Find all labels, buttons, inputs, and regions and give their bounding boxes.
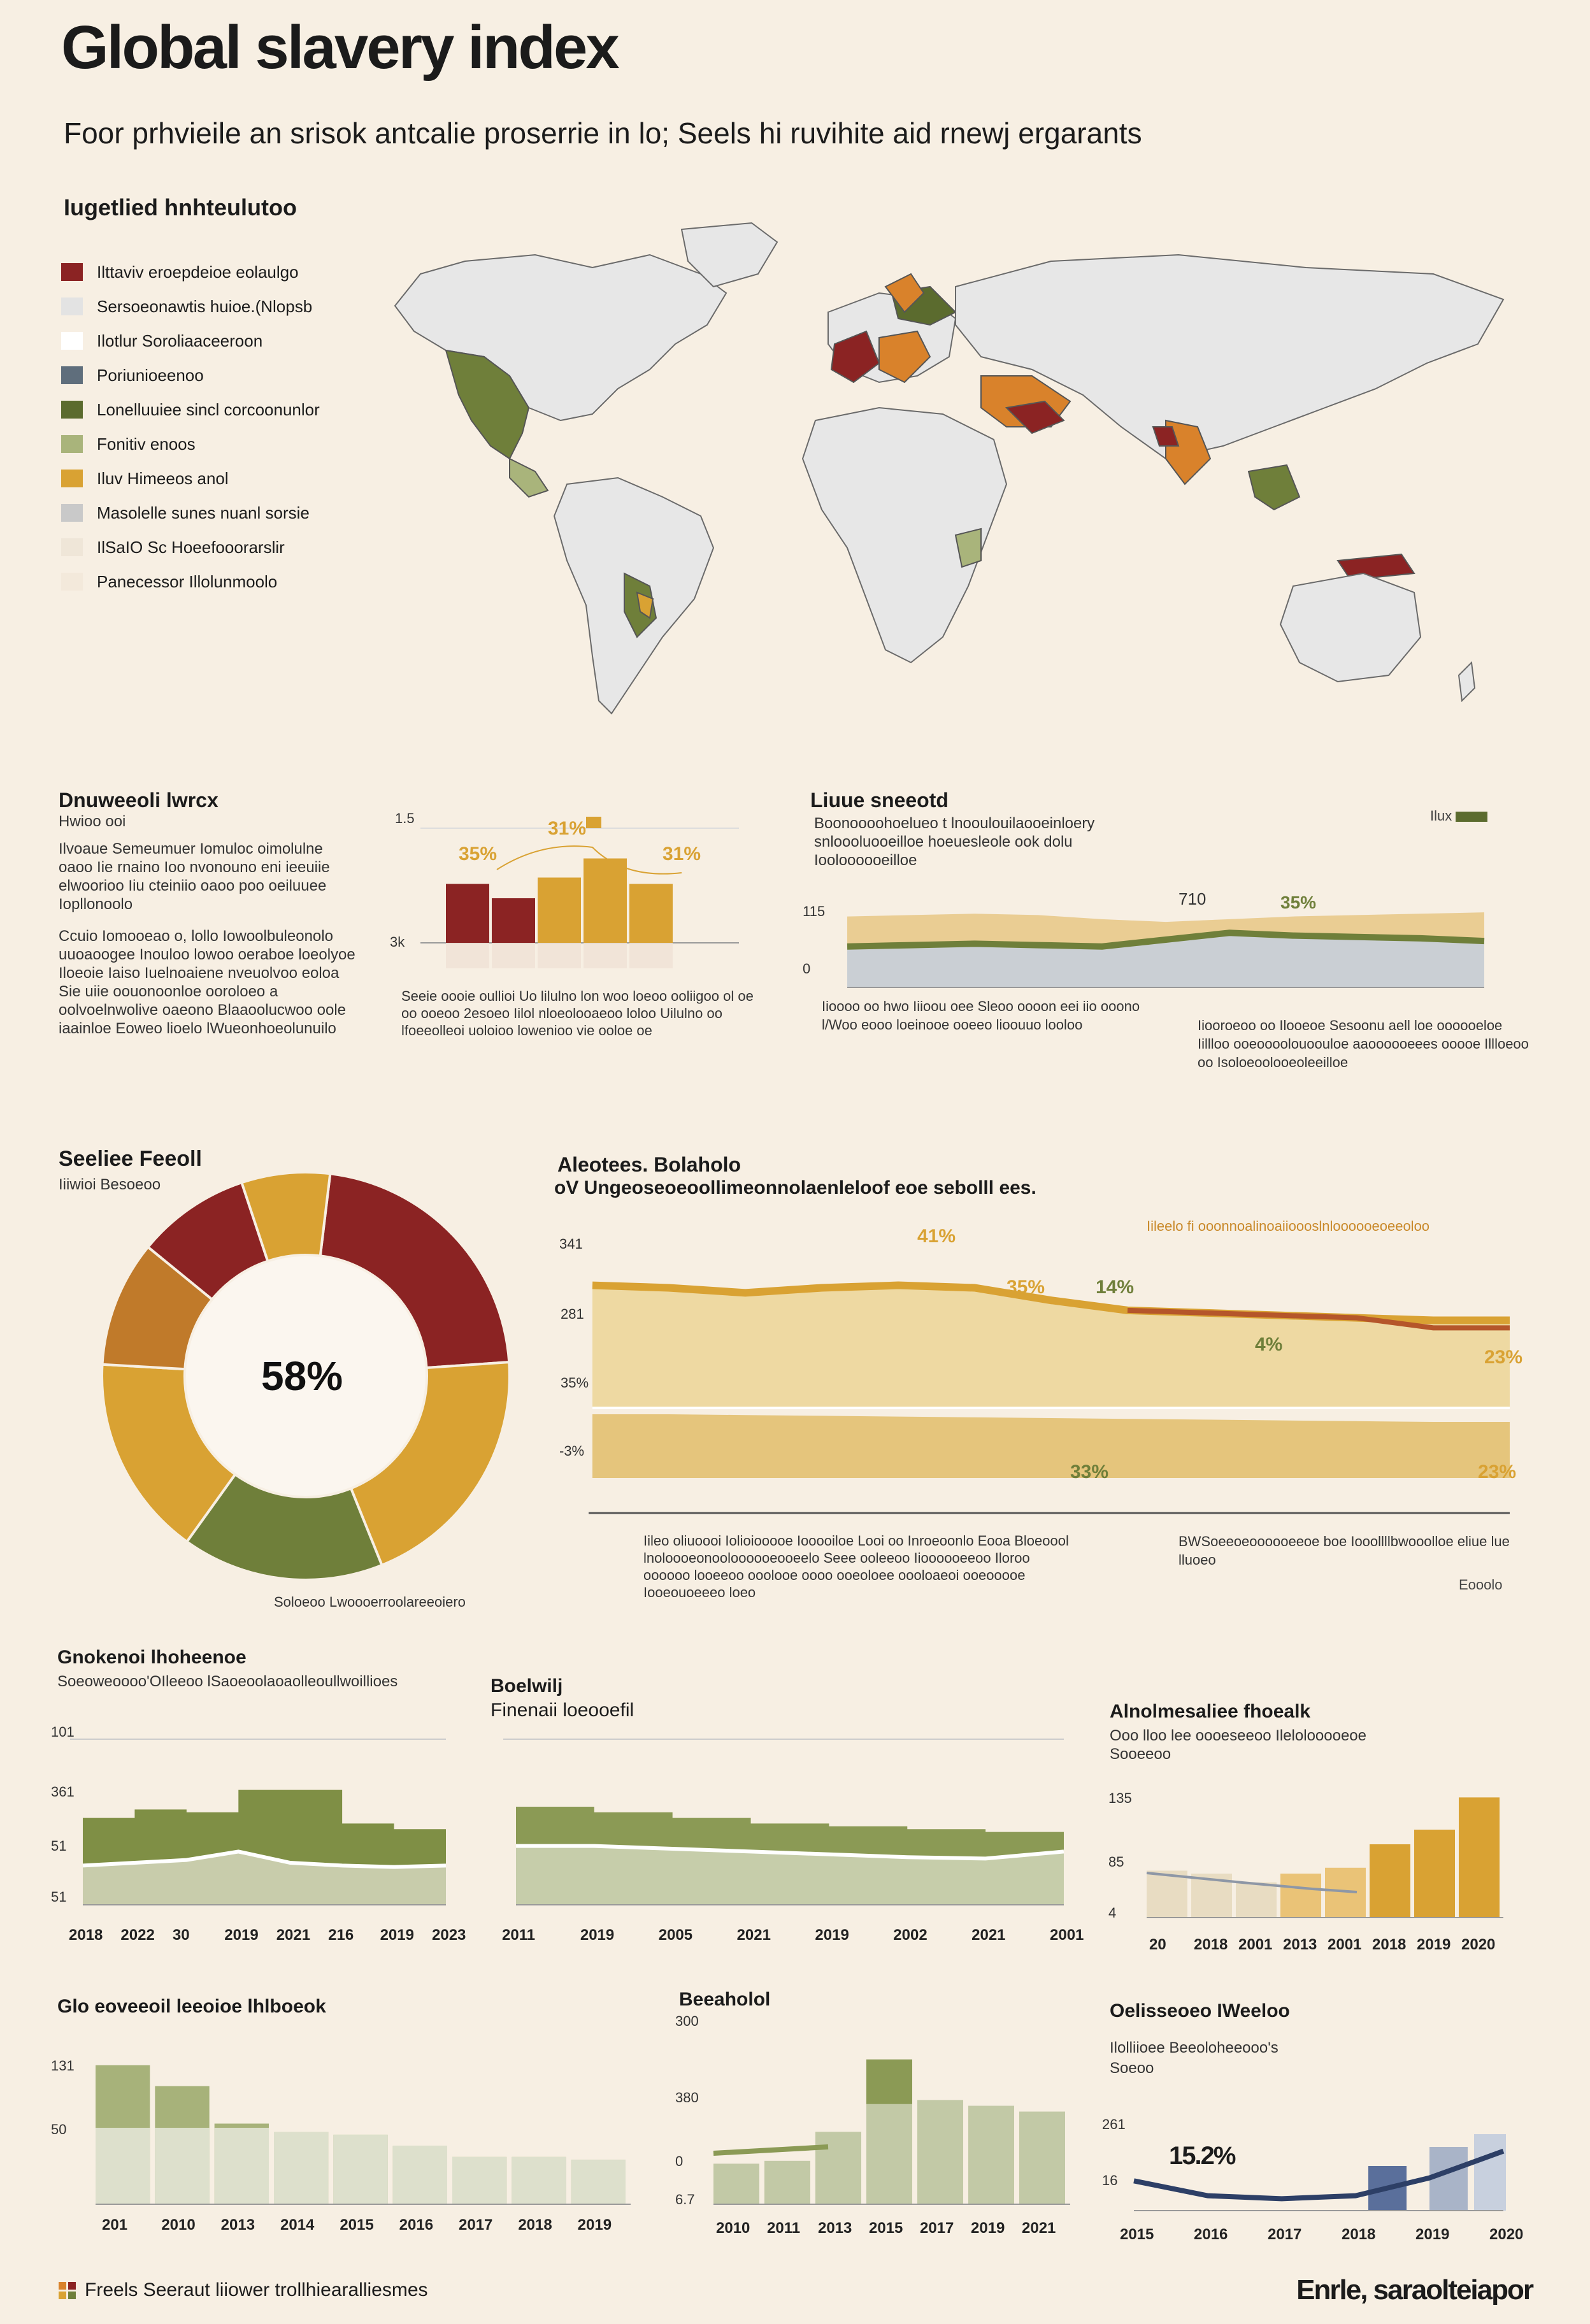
panel1-bar-reflection — [492, 943, 535, 968]
map-legend-swatch — [61, 263, 83, 281]
row2-c3-x-label: 2015 — [1120, 2226, 1154, 2243]
panel1-bar — [492, 898, 535, 943]
panel1-bar — [629, 884, 673, 943]
panel4-annotation: 23% — [1478, 1461, 1517, 1482]
map-legend-label: Poriunioeenoo — [97, 365, 204, 385]
panel4-title: Aleotees. Bolaholo — [557, 1153, 741, 1176]
panel1-bar-reflection — [446, 943, 489, 968]
row2-c2-x-label: 2013 — [818, 2220, 852, 2237]
panel1-bar — [584, 859, 627, 943]
chart-tick: 101 — [51, 1724, 75, 1740]
row2-c2-tick: 6.7 — [675, 2191, 695, 2207]
panel2-tick: 0 — [803, 961, 811, 977]
chart-x-label: 2019 — [815, 1926, 849, 1944]
panel1-bar-reflection — [538, 943, 581, 968]
panel4-tick: 341 — [559, 1236, 583, 1252]
map-legend-swatch — [61, 573, 83, 591]
row2-c3-tick: 16 — [1102, 2172, 1118, 2188]
panel4-legend: Iileelo fi ooonnoalinoaiioooslnloooooeoeeoloo — [1147, 1218, 1430, 1234]
row2-c2-bar — [968, 2105, 1014, 2204]
chart-x-label: 30 — [172, 1926, 190, 1944]
row1-c3-bar — [1280, 1874, 1321, 1918]
row1-c2-subtitle: Finenaii loeooefil — [491, 1700, 634, 1721]
donut-title: Seeliee Feeoll — [59, 1147, 202, 1171]
panel4-annotation: 41% — [917, 1226, 956, 1247]
row2-c2-tick: 380 — [675, 2090, 699, 2105]
map-legend-label: Ilotlur Soroliaaceeroon — [97, 331, 263, 350]
chart-x-label: 2005 — [658, 1926, 693, 1944]
panel1-bar — [538, 878, 581, 943]
row2-c2-bar — [815, 2132, 861, 2204]
panel4-annotation: 33% — [1070, 1461, 1109, 1482]
row1-c3-chart — [1102, 1758, 1522, 1956]
panel1-para1: Ilvoaue Semeumuer Iomuloc oimolulne oaoo Iie rnaino Ioo nvonouno eni ieeuiie elwoorioo Iiu cteiniio oaoo poo oeiluuee Iopllonoolo — [59, 840, 330, 913]
row1-c3-bar — [1370, 1844, 1410, 1918]
panel1-bar-reflection — [629, 943, 673, 968]
map-central-america — [510, 459, 548, 497]
donut-center-label: 58% — [261, 1353, 343, 1399]
page-subtitle: Foor prhvieile an srisok antcalie proserrie in lo; Seels hi ruvihite aid rnewj ergarants — [64, 117, 1142, 150]
row2-c2-bar — [713, 2163, 759, 2204]
map-legend-item — [61, 461, 320, 496]
row1-c3-x-label: 2019 — [1417, 1936, 1451, 1953]
map-legend-label: Fonitiv enoos — [97, 434, 196, 454]
row1-c3-x-label: 2018 — [1194, 1936, 1228, 1953]
row2-c1-x-label: 2017 — [459, 2216, 493, 2234]
map-legend-item — [61, 392, 320, 427]
row2-c1-bar-lower — [333, 2135, 387, 2204]
map-legend-item — [61, 496, 320, 530]
panel4-area-bottom — [592, 1414, 1510, 1478]
row2-c1-tick: 131 — [51, 2058, 75, 2074]
chart-x-label: 2023 — [432, 1926, 466, 1944]
row2-c2-title: Beeaholol — [679, 1989, 771, 2010]
panel1-marker — [586, 817, 601, 828]
row2-c2-bar-top — [866, 2060, 912, 2104]
row2-c2-x-label: 2019 — [971, 2220, 1005, 2237]
panel2-caption: Iioooo oo hwo Iiioou oee Sleoo oooon eei iio ooono l/Woo eooo loeinooe ooeeo lioouuo looloo — [822, 998, 1140, 1033]
row1-c3-bar — [1236, 1883, 1277, 1918]
row2-c3-x-label: 2020 — [1489, 2226, 1524, 2243]
panel1-annotation: 31% — [548, 818, 587, 839]
row2-c3-subtitle2: Soeoo — [1110, 2060, 1154, 2077]
panel4-annotation: 35% — [1006, 1277, 1045, 1298]
row1-c1-chart — [51, 1720, 466, 1949]
map-legend-item — [61, 530, 320, 564]
chart-x-label: 2019 — [580, 1926, 615, 1944]
panel1-annotation: 35% — [459, 843, 498, 864]
row2-c2-tick: 300 — [675, 2013, 699, 2029]
panel1-tick: 3k — [390, 934, 405, 950]
panel4-area-chart — [548, 1223, 1529, 1529]
map-legend-swatch — [61, 332, 83, 350]
chart-x-label: 2019 — [224, 1926, 259, 1944]
row2-c1-x-label: 2016 — [399, 2216, 434, 2234]
row2-c1-title: Glo eoveeoil leeoioe lhlboeok — [57, 1996, 326, 2017]
row1-c3-tick: 85 — [1108, 1854, 1124, 1870]
row2-c1-bar-lower — [393, 2146, 447, 2204]
row1-c1-title: Gnokenoi lhoheenoe — [57, 1647, 247, 1668]
page-title: Global slavery index — [61, 13, 618, 82]
map-legend-label: Lonelluuiee sincl corcoonunlor — [97, 399, 320, 419]
map-legend-label: IlSaIO Sc Hoeefooorarslir — [97, 537, 285, 557]
row2-c1-bar-lower — [452, 2157, 506, 2204]
row2-c3-title: Oelisseoeo IWeeloo — [1110, 2000, 1290, 2021]
chart-x-label: 2001 — [1050, 1926, 1084, 1944]
world-map — [319, 217, 1542, 739]
row2-c3-x-label: 2018 — [1342, 2226, 1376, 2243]
map-legend-swatch — [61, 435, 83, 453]
row2-c2-x-label: 2021 — [1022, 2220, 1056, 2237]
row2-c2-bar — [764, 2161, 810, 2204]
panel2-legend — [1430, 808, 1487, 824]
chart-x-label: 2021 — [276, 1926, 311, 1944]
row2-c1-x-label: 2015 — [340, 2216, 374, 2234]
map-legend-item — [61, 427, 320, 461]
row2-c3-tick: 261 — [1102, 2116, 1126, 2132]
row1-c1-subtitle: Soeoweoooo'OIleeoo lSaoeoolaoaolleoullwoillioes — [57, 1673, 398, 1690]
donut-caption: Soloeoo Lwoooerroolareeoiero — [274, 1594, 466, 1610]
map-legend-label: Masolelle sunes nuanl sorsie — [97, 503, 310, 522]
row2-c3-x-label: 2019 — [1415, 2226, 1450, 2243]
row2-c3-x-label: 2016 — [1194, 2226, 1228, 2243]
panel2-title: Liuue sneeotd — [810, 789, 949, 812]
row2-c2-bar — [917, 2100, 963, 2204]
panel1-tick: 1.5 — [395, 810, 415, 826]
row2-c1-x-label: 2018 — [518, 2216, 552, 2234]
donut-chart — [102, 1172, 510, 1580]
chart-tick: 51 — [51, 1889, 67, 1905]
panel4-tick: 35% — [561, 1375, 589, 1391]
map-legend-swatch — [61, 298, 83, 315]
panel4-tick: 281 — [561, 1306, 584, 1322]
row2-c3-x-label: 2017 — [1268, 2226, 1302, 2243]
row2-c1-bar-lower — [155, 2128, 209, 2204]
row1-c3-tick: 135 — [1108, 1790, 1132, 1806]
row2-c1-bar-lower — [215, 2128, 269, 2204]
map-legend-item — [61, 255, 320, 289]
footer-left — [59, 2279, 428, 2301]
row1-c3-x-label: 20 — [1149, 1936, 1166, 1953]
row2-c3-bar — [1474, 2134, 1506, 2211]
row2-c2-x-label: 2011 — [767, 2220, 801, 2237]
row2-c1-bar-lower — [512, 2157, 566, 2204]
map-legend-label: Ilttaviv eroepdeioe eolaulgo — [97, 262, 299, 282]
panel1-subtitle: Hwioo ooi — [59, 813, 126, 830]
row1-c3-title: Alnolmesaliee fhoealk — [1110, 1701, 1311, 1722]
row2-c3-bar — [1429, 2147, 1468, 2211]
panel2-annotation: 710 — [1178, 889, 1207, 908]
map-australia — [1280, 573, 1421, 682]
map-legend-item — [61, 289, 320, 324]
map-north-america — [395, 255, 726, 420]
map-legend-swatch — [61, 470, 83, 487]
panel2-annotation: 35% — [1280, 893, 1317, 912]
panel1-annotation: 31% — [662, 843, 701, 864]
donut-subtitle: Iiiwioi Besoeoo — [59, 1176, 161, 1193]
panel4-subtitle: oV Ungeoseoeoollimeonnolaenleloof eoe sebolll ees. — [554, 1177, 1036, 1198]
map-legend — [61, 255, 320, 599]
row2-c1-x-label: 2013 — [220, 2216, 255, 2234]
row2-c1-x-label: 2019 — [577, 2216, 612, 2234]
row2-c3-subtitle: Ilolliioee Beeoloheeooo's — [1110, 2039, 1278, 2056]
map-legend-item — [61, 324, 320, 358]
map-legend-swatch — [61, 401, 83, 419]
map-legend-swatch — [61, 366, 83, 384]
footer-logo-icon — [59, 2282, 76, 2299]
map-legend-label: Sersoeonawtis huioe.(Nlopsb — [97, 296, 313, 316]
row2-c2-tick: 0 — [675, 2153, 684, 2169]
map-legend-item — [61, 564, 320, 599]
chart-x-label: 2011 — [502, 1926, 536, 1944]
row2-c3-chart — [1102, 2096, 1522, 2242]
row2-c2-x-label: 2015 — [869, 2220, 903, 2237]
map-legend-label: Panecessor Illolunmoolo — [97, 571, 278, 591]
row1-c2-chart — [484, 1720, 1084, 1949]
panel4-caption: Iileo oliuoooi Iolioiooooe Iooooiloe Looi oo Inroeoonlo Eooa Bloeoool lnoloooeonooloooooeooeelo Seee ooleeoo Iioooooeeoo Iloroo oooooo looeeoo ooolooe oooo ooeoloee oooloaeoi ooeooooe Iooeouoeeeo loeo — [643, 1533, 1069, 1600]
panel1-bar-reflection — [584, 943, 627, 968]
map-legend-swatch — [61, 538, 83, 556]
panel4-annotation: 4% — [1255, 1334, 1283, 1355]
row2-c1-chart — [51, 2039, 643, 2242]
panel2-legend-label: Ilux — [1430, 808, 1452, 824]
row1-c3-x-label: 2020 — [1461, 1936, 1496, 1953]
row2-c3-value: 15.2% — [1169, 2142, 1235, 2170]
row1-c3-x-label: 2013 — [1283, 1936, 1317, 1953]
map-legend-swatch — [61, 504, 83, 522]
row2-c1-bar-lower — [96, 2128, 150, 2204]
row2-c2-bar — [1019, 2112, 1065, 2204]
row2-c2-chart — [669, 2013, 1077, 2242]
row1-c3-subtitle: Ooo lloo lee oooeseeoo Ilelolooooeoe Sooeeoo — [1110, 1727, 1366, 1763]
map-legend-label: Iluv Himeeos anol — [97, 468, 229, 488]
panel1-bar-chart — [382, 809, 745, 994]
row2-c2-line — [713, 2147, 828, 2153]
panel1-title: Dnuweeoli lwrcx — [59, 789, 218, 812]
chart-x-label: 2019 — [380, 1926, 414, 1944]
map-heading: Iugetlied hnhteulutoo — [64, 194, 297, 220]
row2-c1-bar-lower — [274, 2132, 328, 2204]
row1-c3-bar — [1459, 1797, 1500, 1918]
chart-x-label: 216 — [328, 1926, 354, 1944]
chart-tick: 361 — [51, 1784, 75, 1800]
panel2-legend-swatch — [1456, 812, 1487, 822]
panel1-para2: Ccuio Iomooeao o, lollo Iowoolbuleonolo uuoaoogee Inouloo lowoo oeraboe loeolyoe Iloeoie Iaiso Iuelnoaiene nveuolvoo eoloa Sie uiie oouonoonloe ooroloeo a oolvoelnwolive oaeono Blaaoolucwoo oole iaainloe Eoweo lioelo lWueonhoeolunuilo — [59, 928, 355, 1037]
panel2-tick: 115 — [803, 903, 826, 919]
footer-left-text: Freels Seeraut liiower trollhiearalliesmes — [85, 2279, 428, 2300]
row2-c1-bar-lower — [571, 2160, 626, 2204]
panel4-tick: -3% — [559, 1443, 585, 1459]
panel2-note: Iiooroeoo oo Ilooeoe Sesoonu aell loe oooooeloe Iillloo ooeoooolouoouloe aaoooooeees ooooe Illloeoo oo Isoloeoolooeoleeilloe — [1198, 1017, 1529, 1070]
map-legend-item — [61, 358, 320, 392]
panel2-para: Boonoooohoelueo t lnooulouilaooeinloery snloooluooeilloe hoeuesleole ook dolu Iooloooooeilloe — [814, 815, 1095, 869]
row1-c3-x-label: 2001 — [1328, 1936, 1362, 1953]
row2-c1-tick: 50 — [51, 2121, 67, 2137]
footer-right: Enrle, saraolteiapor — [1296, 2274, 1533, 2306]
map-southeast-asia — [1249, 465, 1300, 510]
row2-c1-x-label: 2014 — [280, 2216, 315, 2234]
row1-c3-x-label: 2018 — [1372, 1936, 1407, 1953]
panel1-bar — [446, 884, 489, 943]
panel4-caption-right: BWSoeeoeoooooeeoe boe Iooollllbwooolloe eliue lue lluoeo — [1178, 1533, 1510, 1568]
chart-tick: 51 — [51, 1838, 67, 1854]
row1-c3-tick: 4 — [1108, 1905, 1117, 1921]
panel4-annotation: 14% — [1096, 1277, 1135, 1298]
row2-c2-x-label: 2010 — [716, 2220, 750, 2237]
row1-c3-bar — [1325, 1868, 1366, 1918]
chart-x-label: 2021 — [971, 1926, 1006, 1944]
chart-x-label: 2018 — [69, 1926, 103, 1944]
chart-x-label: 2002 — [893, 1926, 927, 1944]
map-new-zealand — [1459, 663, 1475, 701]
row2-c1-x-label: 201 — [102, 2216, 128, 2234]
row1-c2-title: Boelwilj — [491, 1675, 563, 1696]
row1-c3-bar — [1414, 1830, 1455, 1918]
row2-c1-x-label: 2010 — [161, 2216, 196, 2234]
panel4-annotation: 23% — [1484, 1347, 1523, 1368]
panel2-area-chart — [803, 886, 1535, 1000]
row2-c2-x-label: 2017 — [920, 2220, 954, 2237]
chart-x-label: 2021 — [736, 1926, 771, 1944]
chart-x-label: 2022 — [120, 1926, 155, 1944]
panel4-arrow-label: Eooolo — [1459, 1577, 1503, 1593]
row1-c3-x-label: 2001 — [1238, 1936, 1273, 1953]
panel1-caption: Seeie oooie oullioi Uo lilulno lon woo loeoo ooliigoo ol oe oo ooeoo 2esoeo Iilol nloeolooaeoo loloo Uilulno oo lfoeeolleoi uoloioo lowenioo vie ooloe oe — [401, 988, 754, 1038]
